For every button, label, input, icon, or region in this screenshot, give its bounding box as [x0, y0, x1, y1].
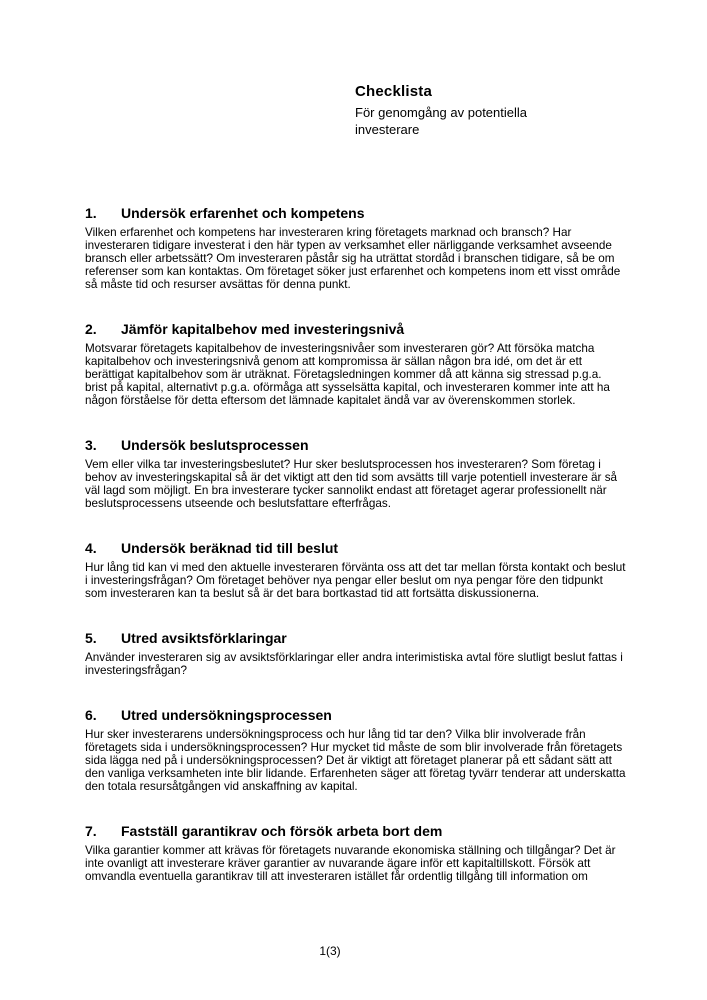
- checklist-section: [85, 321, 626, 407]
- section-heading: [85, 321, 626, 338]
- section-heading: [85, 823, 626, 840]
- checklist-content: [85, 205, 626, 883]
- section-title: Jämför kapitalbehov med investeringsnivå: [121, 321, 405, 337]
- checklist-section: [85, 437, 626, 510]
- section-number: 5.: [85, 630, 97, 646]
- page-title: Checklista: [355, 83, 433, 100]
- section-body: Hur lång tid kan vi med den aktuelle investeraren förvänta oss att det tar mellan första kontakt och beslut i investeringsfrågan? Om företaget behöver nya pengar eller beslut om nya pengar före den tidpunkt som investeraren kan ta beslut så är det bara bortkastad tid att fortsätta diskussionerna.: [85, 561, 626, 600]
- section-number: 2.: [85, 321, 97, 337]
- section-title: Fastställ garantikrav och försök arbeta bort dem: [121, 823, 443, 839]
- checklist-section: [85, 707, 626, 793]
- section-heading: [85, 707, 626, 724]
- section-heading: [85, 205, 626, 222]
- section-number: 4.: [85, 540, 97, 556]
- section-body: Använder investeraren sig av avsiktsförklaringar eller andra interimistiska avtal före slutligt beslut fattas i investeringsfrågan?: [85, 651, 623, 677]
- document-header: [355, 83, 575, 138]
- section-body: Vilken erfarenhet och kompetens har investeraren kring företagets marknad och bransch? Har investeraren tidigare investerat i den här typen av verksamhet eller närliggande verksamhet avseende bransch eller arbetssätt? Om investeraren påstår sig ha uträttat stordåd i branschen tidigare, så be om referenser som kan kontaktas. Om företaget söker just erfarenhet och kompetens inom ett visst område så måste tid och resurser avsättas för denna punkt.: [85, 226, 621, 291]
- page-number: 1(3): [319, 944, 341, 958]
- section-title: Undersök beräknad tid till beslut: [121, 540, 339, 556]
- section-number: 7.: [85, 823, 97, 839]
- section-number: 1.: [85, 205, 97, 221]
- section-body: Motsvarar företagets kapitalbehov de investeringsnivåer som investeraren gör? Att försöka matcha kapitalbehov och investeringsnivå genom att kompromissa är sällan någon bra idé, om det är ett berättigat kapitalbehov som är uträknat. Företagsledningen kommer då att känna sig stressad p.g.a. brist på kapital, alternativt p.g.a. oförmåga att sysselsätta kapital, och investeraren kommer inte att ha någon förståelse för detta eftersom det lämnade kapitalet ändå var av överenskommen storlek.: [85, 342, 610, 407]
- section-body: Vem eller vilka tar investeringsbeslutet? Hur sker beslutsprocessen hos investeraren? Som företag i behov av investeringskapital så är det viktigt att den tid som avsätts till varje potentiell investerare är så väl lagd som möjligt. En bra investerare tycker sannolikt endast att företaget agerar professionellt när beslutsprocessens utseende och beslutsfattare efterfrågas.: [85, 458, 618, 510]
- document-subtitle: För genomgång av potentiella investerare: [355, 105, 528, 137]
- checklist-section: [85, 823, 626, 883]
- section-heading: [85, 540, 626, 557]
- section-heading: [85, 630, 626, 647]
- section-number: 6.: [85, 707, 97, 723]
- section-title: Utred undersökningsprocessen: [121, 707, 332, 723]
- page-footer: [0, 944, 660, 958]
- section-body: Vilka garantier kommer att krävas för företagets nuvarande ekonomiska ställning och tillgångar? Det är inte ovanligt att investerare kräver garantier av nuvarande ägare inför ett kapitaltillskott. Försök att omvandla eventuella garantikrav till att investeraren istället får ordentlig tillgång till information om: [85, 844, 616, 883]
- checklist-section: [85, 630, 626, 677]
- section-body: Hur sker investerarens undersökningsprocess och hur lång tid tar den? Vilka blir involverade från företagets sida i undersökningsprocessen? Hur mycket tid måste de som blir involverade från företagets sida lägga ned på i undersökningsprocessen? Det är viktigt att företaget planerar på ett sådant sätt att den vanliga verksamheten inte blir lidande. Erfarenheten säger att företag tyvärr tenderar att underskatta den totala resursåtgången vid anskaffning av kapital.: [85, 728, 626, 793]
- section-number: 3.: [85, 437, 97, 453]
- section-title: Undersök beslutsprocessen: [121, 437, 309, 453]
- section-title: Undersök erfarenhet och kompetens: [121, 205, 365, 221]
- section-title: Utred avsiktsförklaringar: [121, 630, 287, 646]
- checklist-section: [85, 540, 626, 600]
- section-heading: [85, 437, 626, 454]
- checklist-section: [85, 205, 626, 291]
